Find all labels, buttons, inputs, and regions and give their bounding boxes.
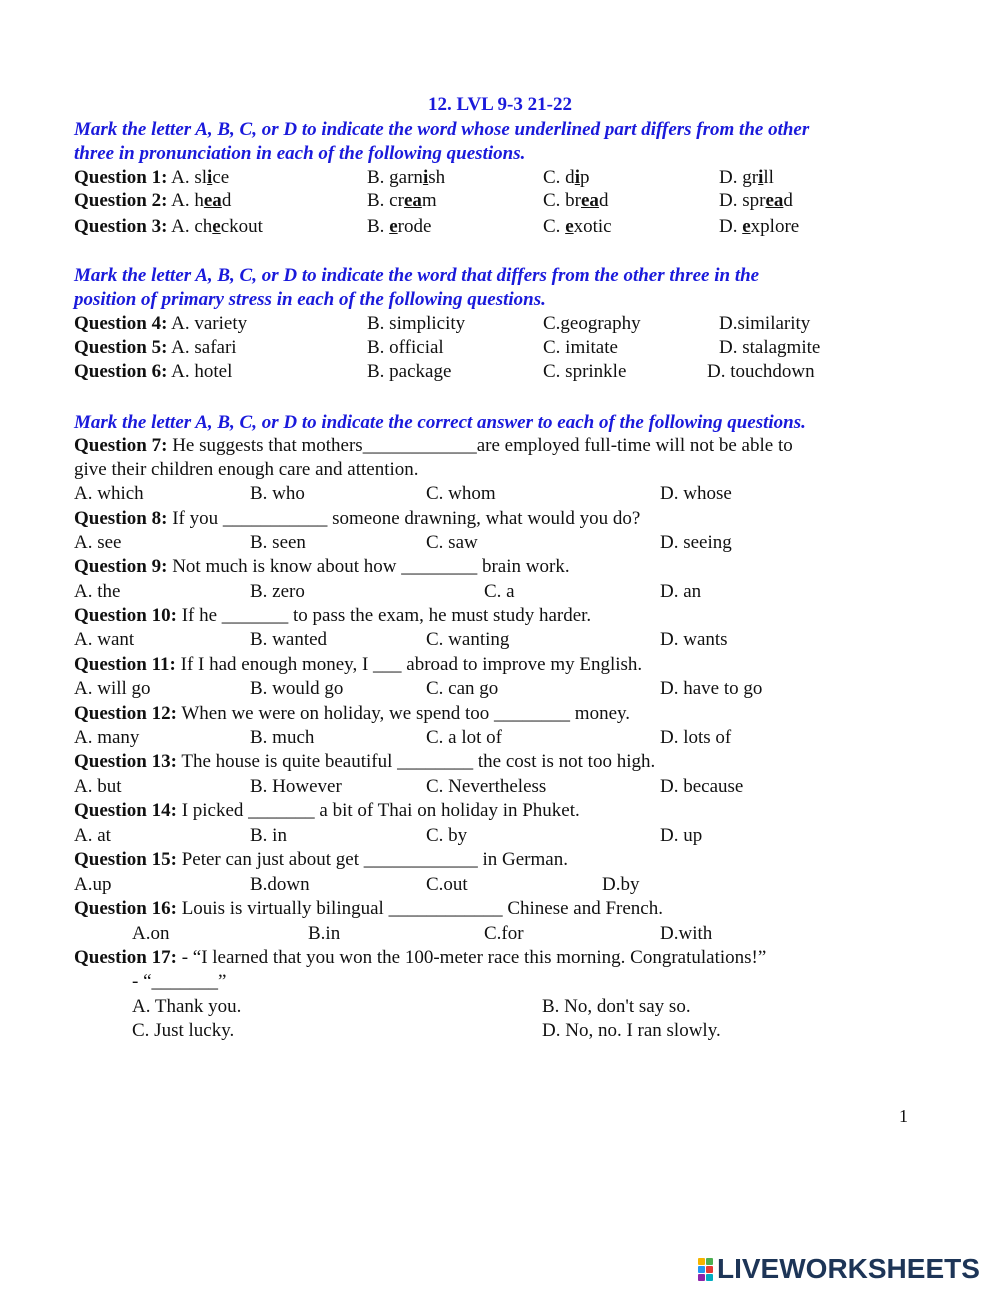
question-label: Question 15: [74, 849, 177, 870]
question-label: Question 13: [74, 751, 177, 772]
option-b-underlined: e [389, 216, 398, 237]
option-d: D. because [660, 776, 744, 797]
option-b: B. much [250, 727, 315, 748]
option-c: C. Just lucky. [132, 1020, 235, 1041]
option-d: D. lots of [660, 727, 732, 748]
option-b: B. would go [250, 678, 344, 699]
option-c: C. a lot of [426, 727, 502, 748]
question-label: Question 3: [74, 216, 168, 237]
option-b-underlined: ea [403, 190, 422, 211]
question-label: Question 17: [74, 947, 177, 968]
option-a: A. but [74, 776, 122, 797]
question-text: He suggests that mothers____________are employed full-time will not be able to [167, 435, 793, 456]
section2-instruction-line2: position of primary stress in each of the following questions. [74, 289, 546, 310]
option-d: D. up [660, 825, 703, 846]
option-a-post: ckout [220, 216, 263, 237]
option-a-pre: A. ch [171, 216, 213, 237]
option-c-underlined: ea [581, 190, 599, 211]
question-label: Question 4: [74, 313, 168, 334]
option-a: A. safari [171, 337, 237, 358]
option-c-pre: C. [543, 216, 566, 237]
option-d: D.similarity [719, 313, 811, 334]
option-b-pre: B. [367, 216, 390, 237]
option-a: A.up [74, 874, 112, 895]
liveworksheets-logo-icon [698, 1258, 713, 1281]
option-c: C. Nevertheless [426, 776, 547, 797]
option-a: A. Thank you. [132, 996, 242, 1017]
option-b-underlined: i [422, 167, 429, 188]
option-b: B. in [250, 825, 287, 846]
option-d: D. seeing [660, 532, 732, 553]
option-a: A. many [74, 727, 140, 748]
option-c: C. sprinkle [543, 361, 627, 382]
option-d-post: d [783, 190, 793, 211]
option-a-pre: A. h [171, 190, 204, 211]
option-c: C. whom [426, 483, 496, 504]
option-a-underlined: ea [203, 190, 222, 211]
question-text-continued: give their children enough care and attention. [74, 459, 419, 480]
question-text: - “I learned that you won the 100-meter race this morning. Congratulations!” [176, 947, 767, 968]
option-d: D. No, no. I ran slowly. [542, 1020, 721, 1041]
option-a: A. which [74, 483, 144, 504]
question-response-blank: - “_______” [132, 971, 227, 992]
option-d-underlined: e [742, 216, 751, 237]
option-b: B. seen [250, 532, 306, 553]
question-text: When we were on holiday, we spend too ________ money. [176, 703, 631, 724]
question-text: Not much is know about how ________ brain work. [167, 556, 570, 577]
question-label: Question 10: [74, 605, 177, 626]
question-label: Question 14: [74, 800, 177, 821]
section1-instruction-line2: three in pronunciation in each of the following questions. [74, 143, 526, 164]
option-d-underlined: i [758, 167, 764, 188]
option-b: B. wanted [250, 629, 328, 650]
option-a: A. at [74, 825, 111, 846]
option-c: C. can go [426, 678, 499, 699]
option-d: D.by [602, 874, 640, 895]
option-b: B.down [250, 874, 310, 895]
question-label: Question 7: [74, 435, 168, 456]
option-d-post: ll [763, 167, 774, 188]
question-text: If he _______ to pass the exam, he must study harder. [176, 605, 592, 626]
option-b: B. package [367, 361, 452, 382]
option-b: B. No, don't say so. [542, 996, 691, 1017]
option-c-underlined: e [565, 216, 574, 237]
option-a: A. hotel [171, 361, 233, 382]
option-a: A. the [74, 581, 121, 602]
option-a-post: ce [212, 167, 230, 188]
page-number: 1 [899, 1106, 908, 1126]
question-label: Question 9: [74, 556, 168, 577]
question-label: Question 1: [74, 167, 168, 188]
page-title: 12. LVL 9-3 21-22 [428, 94, 572, 115]
section2-instruction-line1: Mark the letter A, B, C, or D to indicate the word that differs from the other three in the [74, 265, 760, 286]
question-label: Question 2: [74, 190, 168, 211]
question-label: Question 8: [74, 508, 168, 529]
option-c: C. a [484, 581, 515, 602]
option-c: C. imitate [543, 337, 618, 358]
option-a: A. want [74, 629, 135, 650]
liveworksheets-logo-text: LIVEWORKSHEETS [717, 1253, 980, 1284]
option-a: A. see [74, 532, 122, 553]
option-c: C. by [426, 825, 468, 846]
option-b: B. However [250, 776, 342, 797]
option-d: D. wants [660, 629, 728, 650]
option-b: B. simplicity [367, 313, 466, 334]
liveworksheets-logo [698, 1253, 980, 1284]
option-d: D. touchdown [707, 361, 815, 382]
option-c: C. saw [426, 532, 478, 553]
question-text: Peter can just about get ____________ in German. [176, 849, 568, 870]
option-b-post: sh [428, 167, 446, 188]
option-b-pre: B. cr [367, 190, 404, 211]
question-label: Question 16: [74, 898, 177, 919]
option-c-underlined: i [574, 167, 580, 188]
option-a-pre: A. sl [171, 167, 208, 188]
question-text: I picked _______ a bit of Thai on holiday in Phuket. [176, 800, 580, 821]
option-b-post: rode [397, 216, 432, 237]
option-a: A.on [132, 923, 170, 944]
question-text: Louis is virtually bilingual ____________ Chinese and French. [176, 898, 663, 919]
option-d-post: xplore [750, 216, 800, 237]
option-c: C.geography [543, 313, 641, 334]
option-d: D. have to go [660, 678, 763, 699]
section1-instruction-line1: Mark the letter A, B, C, or D to indicate the word whose underlined part differs from the other [74, 119, 810, 140]
option-a-underlined: i [207, 167, 213, 188]
option-c-pre: C. d [543, 167, 575, 188]
option-c-pre: C. br [543, 190, 581, 211]
option-c-post: p [579, 167, 590, 188]
question-text: If I had enough money, I ___ abroad to improve my English. [175, 654, 643, 675]
question-label: Question 12: [74, 703, 177, 724]
option-b-post: m [421, 190, 437, 211]
option-c: C.for [484, 923, 524, 944]
option-a: A. will go [74, 678, 151, 699]
option-a-underlined: e [212, 216, 221, 237]
question-label: Question 6: [74, 361, 168, 382]
question-label: Question 11: [74, 654, 176, 675]
option-d: D. an [660, 581, 702, 602]
option-d-pre: D. [719, 216, 743, 237]
option-d: D. whose [660, 483, 732, 504]
option-a-post: d [221, 190, 232, 211]
option-b: B.in [308, 923, 341, 944]
question-label: Question 5: [74, 337, 168, 358]
option-c-post: d [598, 190, 609, 211]
option-c-post: xotic [573, 216, 612, 237]
option-b: B. zero [250, 581, 305, 602]
section3-instruction: Mark the letter A, B, C, or D to indicate the correct answer to each of the following questions. [74, 412, 806, 433]
option-b: B. official [367, 337, 444, 358]
option-c: C. wanting [426, 629, 510, 650]
option-b: B. who [250, 483, 305, 504]
question-text: The house is quite beautiful ________ the cost is not too high. [176, 751, 656, 772]
option-b-pre: B. garn [367, 167, 423, 188]
option-a: A. variety [171, 313, 248, 334]
option-d-pre: D. gr [719, 167, 759, 188]
option-d-pre: D. spr [719, 190, 766, 211]
option-d-underlined: ea [765, 190, 784, 211]
option-d: D. stalagmite [719, 337, 821, 358]
option-d: D.with [660, 923, 713, 944]
question-text: If you ___________ someone drawning, what would you do? [167, 508, 641, 529]
option-c: C.out [426, 874, 468, 895]
